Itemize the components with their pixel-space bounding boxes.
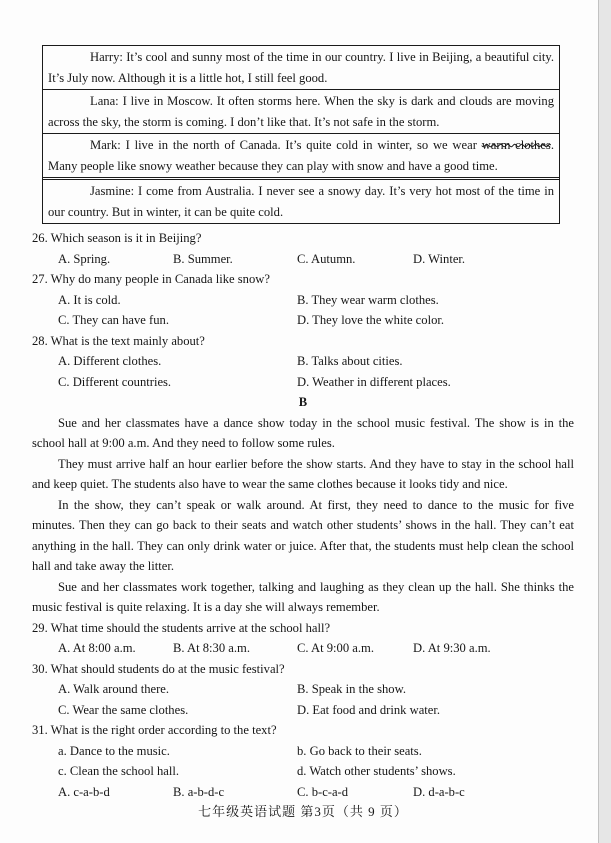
table-row-mark [43,133,559,177]
question-30-options-row-2 [32,700,574,721]
option-31-c: C. b-c-a-d [297,784,349,799]
question-31-options [32,782,574,803]
passage-paragraph-2: They must arrive half an hour earlier before the show starts. And they have to stay in the school hall and keep quiet. The students also have to wear the same clothes because it looks tidy and nice. [32,456,574,491]
option-31-a: A. c-a-b-d [58,784,110,799]
question-26-options [32,249,574,270]
question-27-options-row-2 [32,310,574,331]
question-27-options-row-1 [32,290,574,311]
option-26-c: C. Autumn. [297,251,356,266]
table-row-text: . Many people like snowy weather because they can play with snow and have a good time. [48,138,554,173]
option-28-c: C. Different countries. [58,374,172,389]
option-27-a: A. It is cold. [58,292,121,307]
option-27-c: C. They can have fun. [58,313,169,327]
table-row-lana [43,89,559,133]
passage-paragraph-1: Sue and her classmates have a dance show today in the school music festival. The show is in the school hall at 9:00 a.m. And they need to follow some rules. [32,415,574,450]
option-30-a: A. Walk around there. [58,682,170,696]
option-28-d: D. Weather in different places. [297,374,451,389]
speakers-table [42,45,560,224]
question-28-options-row-2 [32,372,574,393]
option-30-d: D. Eat food and drink water. [297,702,441,717]
table-row-harry [43,46,559,89]
table-row-text: Jasmine: I come from Australia. I never see a snowy day. It’s very hot most of the time in our country. But in winter, it can be quite cold. [48,184,554,219]
question-30 [32,659,574,721]
question-31-items-row-1 [32,741,574,762]
option-31-b: B. a-b-d-c [173,784,225,799]
option-30-b: B. Speak in the show. [297,682,407,696]
question-28-options-row-1 [32,351,574,372]
table-row-text: Harry: It’s cool and sunny most of the time in our country. I live in Beijing, a beautiful city. It’s July now. Although it is a little hot, I still feel good. [48,50,554,85]
option-26-a: A. Spring. [58,251,111,266]
section-b-heading: B [298,395,308,409]
item-31-b: b. Go back to their seats. [297,743,422,758]
question-26 [32,228,574,269]
question-28 [32,331,574,393]
option-29-b: B. At 8:30 a.m. [173,641,250,655]
question-30-text: 30. What should students do at the music festival? [32,661,285,676]
option-31-d: D. d-a-b-c [413,784,465,799]
item-31-a: a. Dance to the music. [58,743,170,758]
question-27-text: 27. Why do many people in Canada like snow? [32,272,270,286]
option-28-a: A. Different clothes. [58,354,162,368]
question-29-text: 29. What time should the students arrive at the school hall? [32,620,331,635]
option-26-d: D. Winter. [413,251,466,266]
question-28-text: 28. What is the text mainly about? [32,333,205,348]
option-27-b: B. They wear warm clothes. [297,292,439,307]
table-row-text: Lana: I live in Moscow. It often storms here. When the sky is dark and clouds are moving across the sky, the storm is coming. I don’t like that. It’s not safe in the storm. [48,94,554,129]
option-30-c: C. Wear the same clothes. [58,702,189,717]
option-27-d: D. They love the white color. [297,313,445,327]
question-26-text: 26. Which season is it in Beijing? [32,231,202,245]
option-29-d: D. At 9:30 a.m. [413,641,491,655]
option-26-b: B. Summer. [173,251,233,266]
option-29-a: A. At 8:00 a.m. [58,641,136,655]
option-29-c: C. At 9:00 a.m. [297,641,374,655]
question-30-options-row-1 [32,679,574,700]
option-28-b: B. Talks about cities. [297,354,403,368]
question-29-options [32,638,574,659]
table-row-text: Mark: I live in the north of Canada. It’s quite cold in winter, so we wear [90,138,482,152]
question-31-items-row-2 [32,761,574,782]
question-29 [32,618,574,659]
item-31-c: c. Clean the school hall. [58,764,180,778]
item-31-d: d. Watch other students’ shows. [297,764,456,778]
scan-edge-artifact [598,0,611,843]
question-31 [32,720,574,802]
page-footer: 七年级英语试题 第3页（共 9 页） [198,804,408,819]
table-row-jasmine [43,177,559,223]
question-27 [32,269,574,331]
struck-text: warm clothes [481,138,551,152]
question-31-text: 31. What is the right order according to the text? [32,723,277,737]
passage-paragraph-3: In the show, they can’t speak or walk around. At first, they need to dance to the music for five minutes. Then they can go back to their seats and watch other students’ shows in the hall. They can’t eat anything in the hall. They can only drink water or juice. After that, the students must help clean the school hall and take away the litter. [32,497,574,573]
passage-paragraph-4: Sue and her classmates work together, talking and laughing as they clean up the hall. She thinks the music festival is quite relaxing. It is a day she will always remember. [32,579,574,614]
